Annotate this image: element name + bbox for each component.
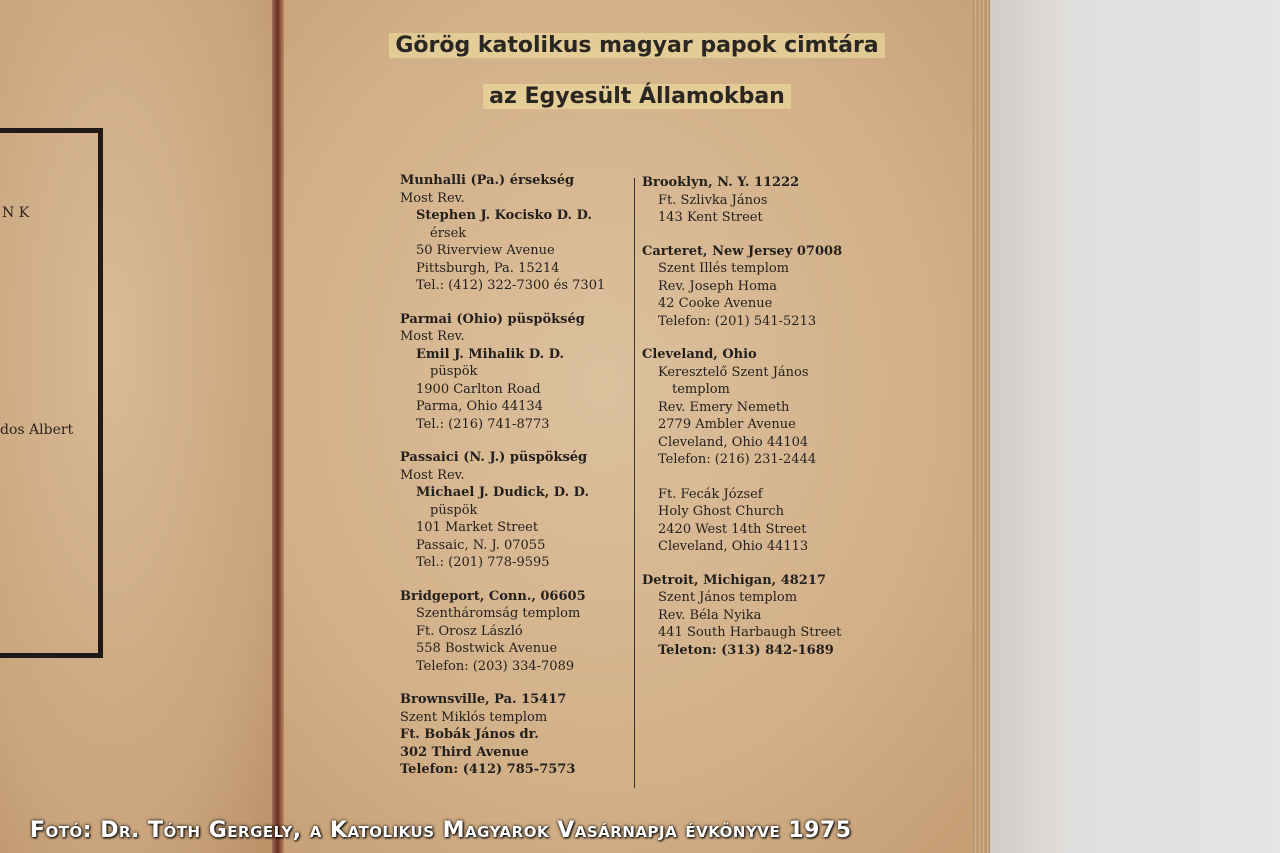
entry-line: Telefon: (201) 541-5213 xyxy=(658,313,817,329)
entry-line: Telefon: (203) 334-7089 xyxy=(416,658,575,674)
backdrop xyxy=(985,0,1280,853)
right-column xyxy=(642,174,872,675)
entry-line: Passaic, N. J. 07055 xyxy=(416,537,546,553)
entry-line: Ft. Szlivka János xyxy=(658,192,768,208)
right-page xyxy=(284,0,990,853)
entry-line: Szent Miklós templom xyxy=(400,709,548,725)
entry-heading: Cleveland, Ohio xyxy=(642,347,757,362)
entry-line: érsek xyxy=(430,225,467,241)
entry-line: Ft. Orosz László xyxy=(416,623,523,639)
directory-entry xyxy=(642,572,872,660)
entry-line: 1900 Carlton Road xyxy=(416,381,541,397)
entry-line: Keresztelő Szent János xyxy=(658,364,809,380)
page-title xyxy=(284,33,990,58)
entry-heading: Munhalli (Pa.) érsekség xyxy=(400,173,575,188)
page-subtitle xyxy=(284,84,990,109)
entry-line: Emil J. Mihalik D. D. xyxy=(416,346,565,362)
entry-line: templom xyxy=(672,382,730,397)
left-page xyxy=(0,0,280,853)
directory-entry xyxy=(642,243,872,331)
entry-line: Pittsburgh, Pa. 15214 xyxy=(416,260,560,276)
entry-line: Rev. Joseph Homa xyxy=(658,278,778,294)
page-title-line-2: az Egyesült Államokban xyxy=(483,84,791,109)
entry-line: püspök xyxy=(430,502,478,518)
entry-line: 42 Cooke Avenue xyxy=(658,296,773,311)
entry-line: 143 Kent Street xyxy=(658,210,763,225)
entry-line: Ft. Fecák József xyxy=(658,486,763,502)
left-column xyxy=(400,172,632,795)
entry-line: Tel.: (216) 741-8773 xyxy=(416,416,550,432)
directory-entry xyxy=(642,346,872,556)
entry-line: 2420 West 14th Street xyxy=(658,521,807,537)
photo-caption: Fotó: Dr. Tóth Gergely, a Katolikus Magyarok Vasárnapja évkönyve 1975 xyxy=(30,818,852,843)
directory-entry xyxy=(400,172,632,295)
entry-line: Szentháromság templom xyxy=(416,606,581,621)
entry-line: Teleton: (313) 842-1689 xyxy=(658,642,834,658)
entry-line xyxy=(642,469,872,486)
entry-line: Most Rev. xyxy=(400,467,465,483)
entry-heading: Brownsville, Pa. 15417 xyxy=(400,692,567,707)
left-page-text-top: N K xyxy=(2,205,30,221)
entry-heading: Detroit, Michigan, 48217 xyxy=(642,572,826,588)
column-divider xyxy=(634,178,635,788)
entry-line: Cleveland, Ohio 44104 xyxy=(658,434,809,450)
entry-heading: Carteret, New Jersey 07008 xyxy=(642,243,843,259)
entry-line: Rev. Emery Nemeth xyxy=(658,399,790,415)
entry-line: püspök xyxy=(430,364,478,379)
directory-entry xyxy=(400,449,632,572)
entry-line: 441 South Harbaugh Street xyxy=(658,625,842,640)
directory-entry xyxy=(400,311,632,434)
left-page-text-middle: dos Albert xyxy=(0,422,74,438)
entry-line: Most Rev. xyxy=(400,329,465,344)
entry-heading: Brooklyn, N. Y. 11222 xyxy=(642,175,800,190)
entry-line: Rev. Béla Nyika xyxy=(658,607,762,623)
entry-line: Tel.: (412) 322-7300 és 7301 xyxy=(416,278,606,293)
entry-line: Szent Illés templom xyxy=(658,261,790,276)
entry-line: 50 Riverview Avenue xyxy=(416,243,555,258)
entry-line: Parma, Ohio 44134 xyxy=(416,399,543,414)
page-edges xyxy=(972,0,990,853)
entry-heading: Bridgeport, Conn., 06605 xyxy=(400,588,586,604)
directory-entry xyxy=(400,691,632,779)
entry-line: Most Rev. xyxy=(400,190,465,206)
entry-line: 558 Bostwick Avenue xyxy=(416,641,558,656)
entry-line: Telefon: (216) 231-2444 xyxy=(658,452,817,467)
directory-entry xyxy=(400,588,632,676)
directory-entry xyxy=(642,174,872,227)
entry-line: Telefon: (412) 785-7573 xyxy=(400,762,576,777)
entry-line: 2779 Ambler Avenue xyxy=(658,417,796,432)
entry-line: Ft. Bobák János dr. xyxy=(400,727,539,742)
page-title-line-1: Görög katolikus magyar papok cimtára xyxy=(389,33,884,58)
entry-line: Stephen J. Kocisko D. D. xyxy=(416,208,592,223)
entry-line: Cleveland, Ohio 44113 xyxy=(658,539,809,554)
entry-line: 302 Third Avenue xyxy=(400,744,529,760)
entry-line: Szent János templom xyxy=(658,590,798,605)
entry-line: 101 Market Street xyxy=(416,520,539,535)
entry-line: Holy Ghost Church xyxy=(658,504,784,519)
entry-heading: Passaici (N. J.) püspökség xyxy=(400,450,588,465)
entry-line: Tel.: (201) 778-9595 xyxy=(416,555,550,570)
entry-heading: Parmai (Ohio) püspökség xyxy=(400,311,585,327)
entry-line: Michael J. Dudick, D. D. xyxy=(416,485,589,500)
